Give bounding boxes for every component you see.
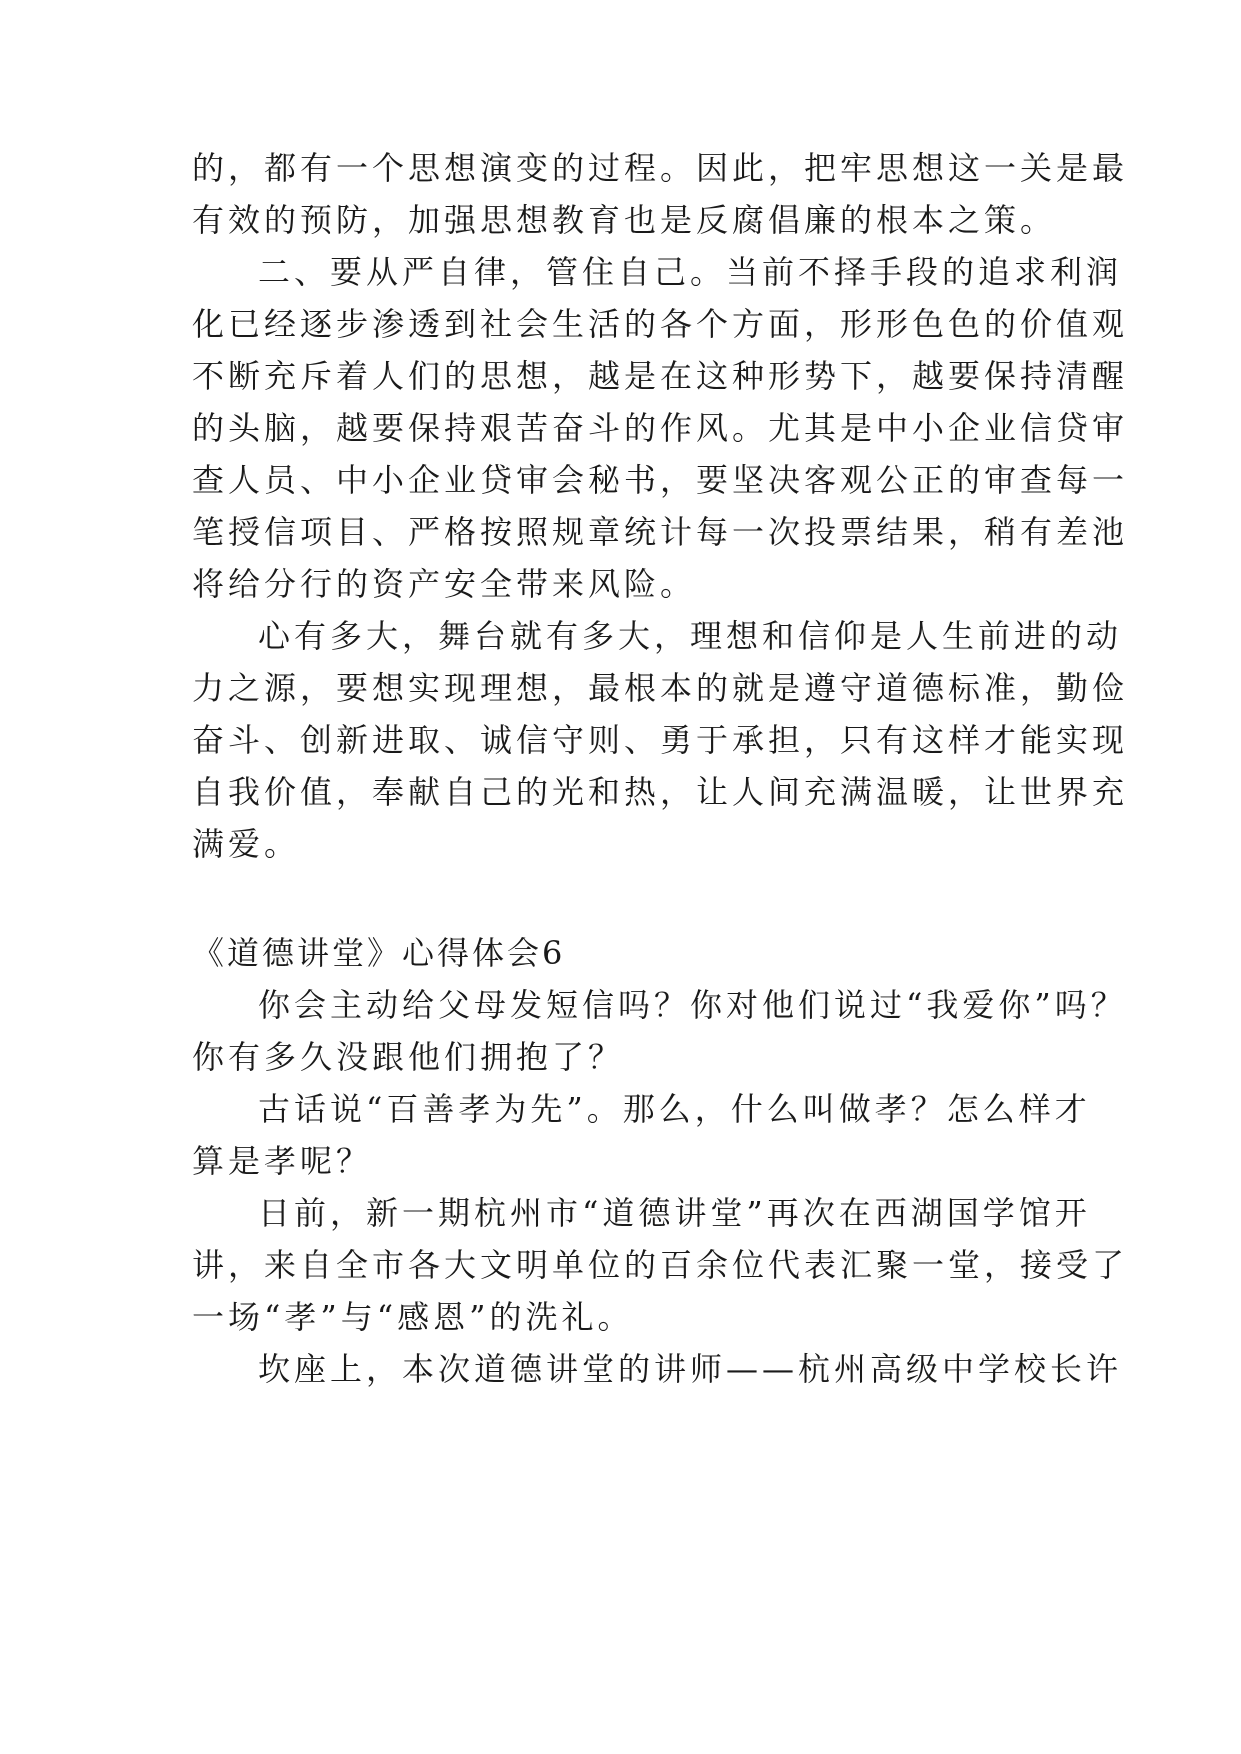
paragraph-line: 不断充斥着人们的思想，越是在这种形势下，越要保持清醒: [192, 357, 1129, 395]
paragraph-line: 有效的预防，加强思想教育也是反腐倡廉的根本之策。: [192, 201, 1057, 239]
paragraph-line: 力之源，要想实现理想，最根本的就是遵守道德标准，勤俭: [192, 669, 1129, 707]
paragraph-line: 讲，来自全市各大文明单位的百余位代表汇聚一堂，接受了: [192, 1246, 1129, 1284]
paragraph-line: 查人员、中小企业贷审会秘书，要坚决客观公正的审查每一: [192, 461, 1129, 499]
paragraph-line: 心有多大，舞台就有多大，理想和信仰是人生前进的动: [258, 617, 1123, 655]
paragraph-line: 你会主动给父母发短信吗？你对他们说过“我爱你”吗？: [258, 986, 1127, 1024]
paragraph-line: 坎座上，本次道德讲堂的讲师——杭州高级中学校长许: [258, 1350, 1123, 1388]
paragraph-line: 将给分行的资产安全带来风险。: [192, 565, 697, 603]
paragraph-line: 古话说“百善孝为先”。那么，什么叫做孝？怎么样才: [258, 1090, 1091, 1128]
paragraph-line: 的，都有一个思想演变的过程。因此，把牢思想这一关是最: [192, 149, 1129, 187]
section-heading: 《道德讲堂》心得体会6: [192, 934, 566, 972]
paragraph-line: 二、要从严自律，管住自己。当前不择手段的追求利润: [258, 253, 1123, 291]
paragraph-line: 一场“孝”与“感恩”的洗礼。: [192, 1298, 634, 1336]
paragraph-line: 算是孝呢？: [192, 1142, 373, 1180]
paragraph-line: 日前，新一期杭州市“道德讲堂”再次在西湖国学馆开: [258, 1194, 1091, 1232]
paragraph-line: 化已经逐步渗透到社会生活的各个方面，形形色色的价值观: [192, 305, 1129, 343]
paragraph-line: 自我价值，奉献自己的光和热，让人间充满温暖，让世界充: [192, 773, 1129, 811]
paragraph-line: 的头脑，越要保持艰苦奋斗的作风。尤其是中小企业信贷审: [192, 409, 1129, 447]
paragraph-line: 笔授信项目、严格按照规章统计每一次投票结果，稍有差池: [192, 513, 1129, 551]
paragraph-line: 奋斗、创新进取、诚信守则、勇于承担，只有这样才能实现: [192, 721, 1129, 759]
paragraph-line: 满爱。: [192, 825, 301, 863]
paragraph-line: 你有多久没跟他们拥抱了？: [192, 1038, 625, 1076]
